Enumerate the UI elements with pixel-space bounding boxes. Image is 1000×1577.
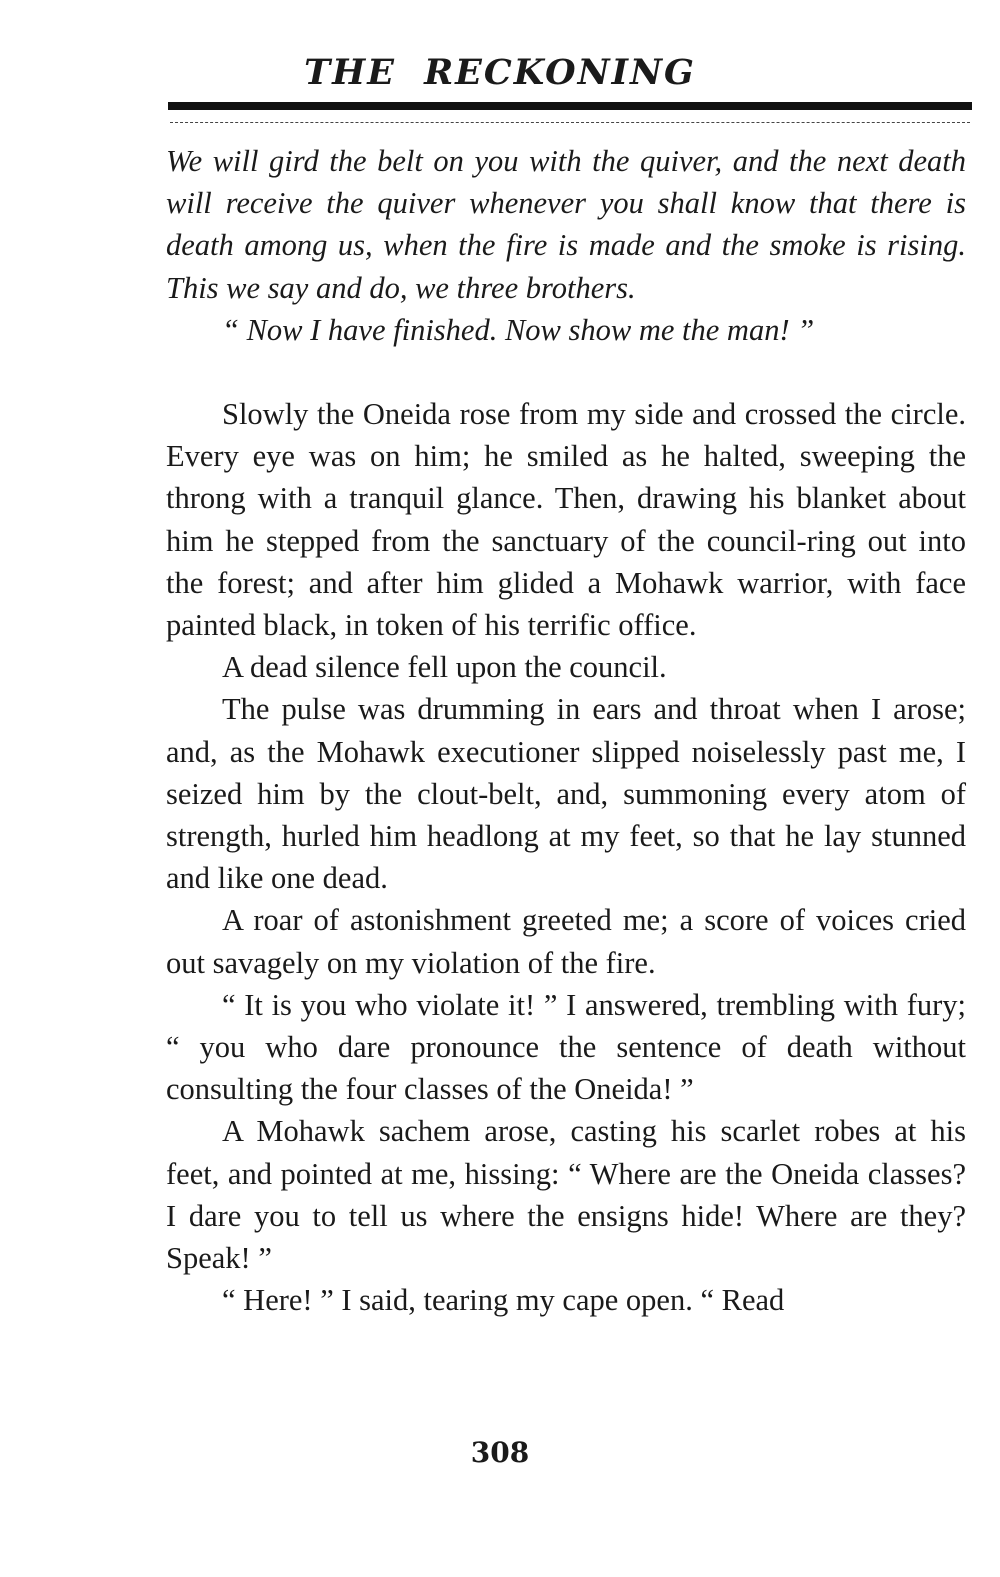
header-rule-thin	[170, 122, 970, 123]
paragraph: A roar of astonishment greeted me; a score of voices cried out savagely on my violation of the fire.	[166, 903, 966, 980]
page-number: 308	[470, 1436, 530, 1469]
header-rule-thick	[168, 102, 972, 110]
paragraph: “ It is you who violate it! ” I answered, trembling with fury; “ you who dare pronounce the sentence of death without consulting the four classes of the Oneida! ”	[166, 987, 966, 1107]
paragraph-italic-closing: “ Now I have finished. Now show me the man! ”	[222, 312, 815, 347]
paragraph: A dead silence fell upon the council.	[222, 650, 667, 685]
paragraph-italic-verse: We will gird the belt on you with the quiver, and the next death will receive the quiver whenever you shall know that there is death among us, when the fire is made and the smoke is rising. This we say and do, we three brothers.	[166, 144, 966, 305]
paragraph: The pulse was drumming in ears and throat when I arose; and, as the Mohawk executioner slipped noiselessly past me, I seized him by the clout-belt, and, summoning every atom of strength, hurled him headlong at my feet, so that he lay stunned and like one dead.	[166, 692, 966, 896]
paragraph: Slowly the Oneida rose from my side and crossed the circle. Every eye was on him; he smiled as he halted, sweeping the throng with a tranquil glance. Then, drawing his blanket about him he stepped from the sanctuary of the council-ring out into the forest; and after him glided a Mohawk warrior, with face painted black, in token of his terrific office.	[166, 397, 966, 643]
body-text	[166, 140, 966, 1321]
paragraph: “ Here! ” I said, tearing my cape open. “ Read	[222, 1283, 785, 1318]
paragraph-gap	[166, 351, 966, 393]
running-head-title: THE RECKONING	[304, 52, 696, 93]
paragraph: A Mohawk sachem arose, casting his scarlet robes at his feet, and pointed at me, hissing: “ Where are the Oneida classes? I dare you to tell us where the ensigns hide! Where are they? Speak! ”	[166, 1114, 966, 1276]
